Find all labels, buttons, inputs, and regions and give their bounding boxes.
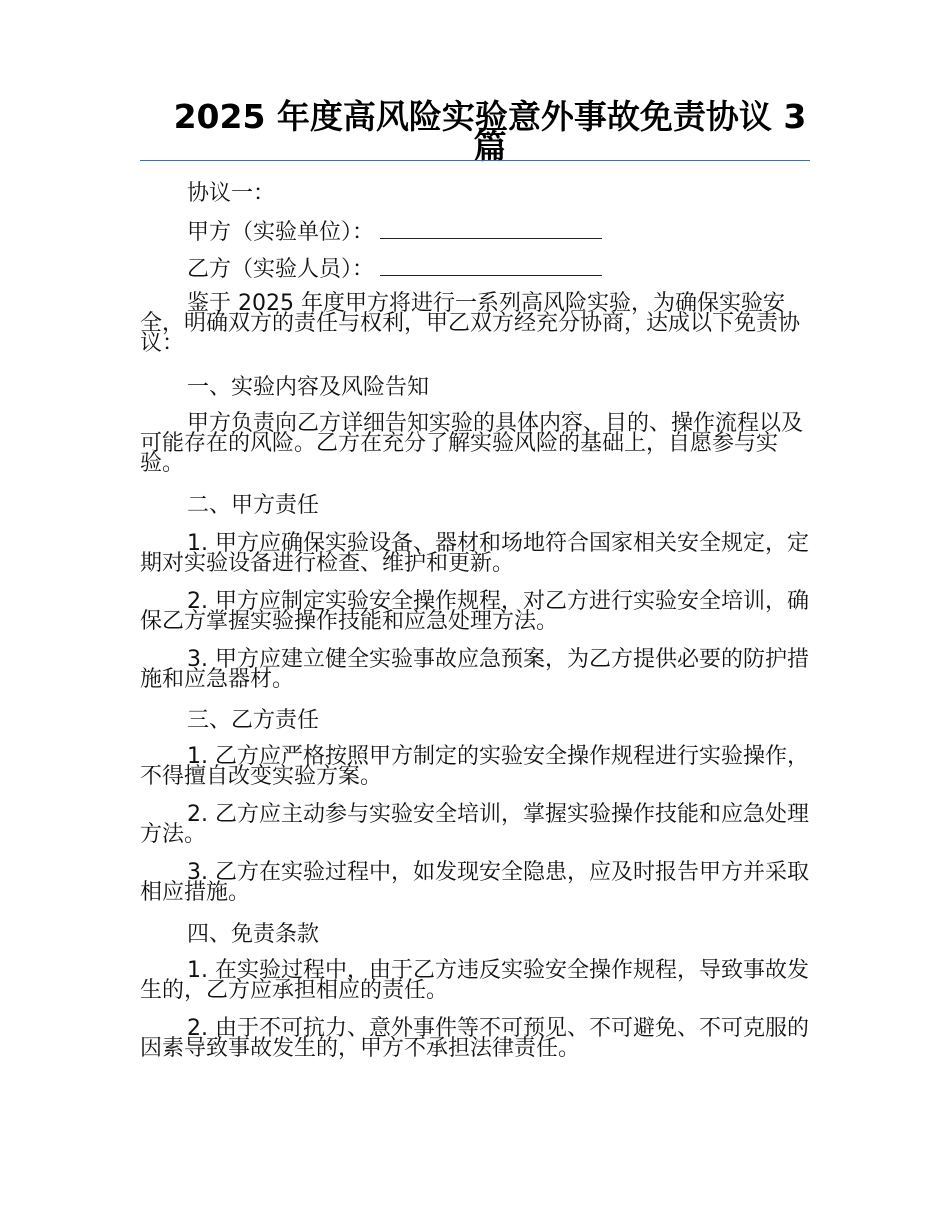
section-4-item-2: 2. 由于不可抗力、意外事件等不可预见、不可避免、不可克服的因素导致事故发生的，甲方不承担法律责任。 [140,1016,809,1061]
section-2-item-2: 2. 甲方应制定实验安全操作规程，对乙方进行实验安全培训，确保乙方掌握实验操作技能和应急处理方法。 [140,589,809,634]
party-b-blank [380,257,602,276]
section-2-item-1: 1. 甲方应确保实验设备、器材和场地符合国家相关安全规定，定期对实验设备进行检查、维护和更新。 [140,531,809,576]
section-3-item-2: 2. 乙方应主动参与实验安全培训，掌握实验操作技能和应急处理方法。 [140,802,809,847]
section-4-heading: 四、免责条款 [187,922,320,947]
party-a-blank [380,220,602,239]
section-1-body: 甲方负责向乙方详细告知实验的具体内容、目的、操作流程以及可能存在的风险。乙方在充分了解实验风险的基础上，自愿参与实验。 [140,411,804,476]
intro-paragraph: 鉴于 2025 年度甲方将进行一系列高风险实验，为确保实验安全，明确双方的责任与权利，甲乙双方经充分协商，达成以下免责协议： [140,291,801,356]
section-4-item-1: 1. 在实验过程中，由于乙方违反实验安全操作规程，导致事故发生的，乙方应承担相应的责任。 [140,958,809,1003]
section-2-heading: 二、甲方责任 [187,493,320,518]
party-a-line [140,220,812,246]
section-2-item-3: 3. 甲方应建立健全实验事故应急预案，为乙方提供必要的防护措施和应急器材。 [140,647,809,692]
document-title: 2025 年度高风险实验意外事故免责协议 3 篇 [173,97,807,166]
section-3-heading: 三、乙方责任 [187,708,320,733]
section-3-item-3: 3. 乙方在实验过程中，如发现安全隐患，应及时报告甲方并采取相应措施。 [140,860,809,905]
agreement-label: 协议一： [187,181,276,206]
section-1-heading: 一、实验内容及风险告知 [187,375,430,400]
party-b-label: 乙方（实验人员）： [187,257,375,282]
party-b-line [140,257,812,283]
party-a-label: 甲方（实验单位）： [187,220,375,245]
section-3-item-1: 1. 乙方应严格按照甲方制定的实验安全操作规程进行实验操作，不得擅自改变实验方案。 [140,744,809,789]
title-divider [140,160,810,161]
